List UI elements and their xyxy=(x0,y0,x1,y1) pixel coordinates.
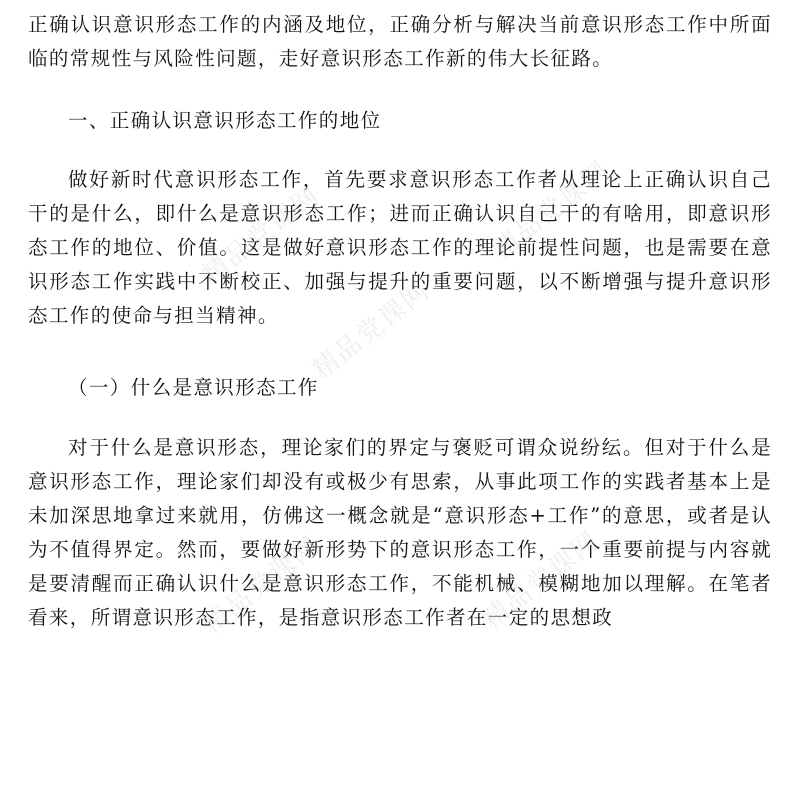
body-paragraph-1: 正确认识意识形态工作的内涵及地位，正确分析与解决当前意识形态工作中所面临的常规性与风险性问题，走好意识形态工作新的伟大长征路。 xyxy=(28,13,772,70)
watermark: 精品党课网 xyxy=(197,180,326,291)
watermark: 精品党课网 xyxy=(487,155,616,266)
section-heading-2: （一）什么是意识形态工作 xyxy=(68,376,319,399)
watermark: 精品党课网 xyxy=(307,275,436,386)
watermark: 精品党课网 xyxy=(197,530,326,641)
body-paragraph-2: 做好新时代意识形态工作，首先要求意识形态工作者从理论上正确认识自己干的是什么，即什么是意识形态工作；进而正确认识自己干的有啥用，即意识形态工作的地位、价值。这是做好意识形态工作的理论前提性问题，也是需要在意识形态工作实践中不断校正、加强与提升的重要问题，以不断增强与提升意识形态工作的使命与担当精神。 xyxy=(28,168,772,327)
watermark: 精品党课网 xyxy=(477,525,606,636)
body-paragraph-3: 对于什么是意识形态，理论家们的界定与褒贬可谓众说纷纭。但对于什么是意识形态工作，理论家们却没有或极少有思索，从事此项工作的实践者基本上是未加深思地拿过来就用，仿佛这一概念就是“意识形态+工作”的意思，或者是认为不值得界定。然而，要做好新形势下的意识形态工作，一个重要前提与内容就是要清醒而正确认识什么是意识形态工作，不能机械、模糊地加以理解。在笔者看来，所谓意识形态工作，是指意识形态工作者在一定的思想政 xyxy=(28,436,772,629)
section-heading-1: 一、正确认识意识形态工作的地位 xyxy=(68,109,382,132)
